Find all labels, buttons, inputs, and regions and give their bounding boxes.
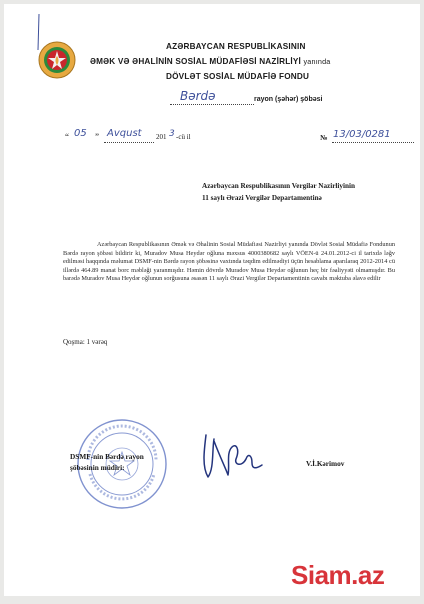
header-ministry: ƏMƏK VƏ ƏHALİNİN SOSİAL MÜDAFİƏSİ NAZİRLİYİ — [90, 57, 302, 66]
attachment-note: Qoşma: 1 vərəq — [63, 338, 108, 346]
office-line — [170, 104, 254, 105]
document-page — [4, 4, 420, 596]
date-year-digit: 3 — [169, 129, 175, 139]
date-close-quote: ” — [95, 132, 99, 142]
date-month-line — [104, 142, 154, 143]
signatory-role-line-2: şöbəsinin müdiri: — [70, 463, 125, 472]
date-day: 05 — [74, 128, 87, 139]
office-suffix: rayon (şəhər) şöbəsi — [254, 96, 323, 103]
date-open-quote: “ — [65, 132, 69, 142]
document-number-line — [332, 142, 414, 143]
header-line-3: DÖVLƏT SOSİAL MÜDAFİƏ FONDU — [166, 72, 310, 81]
handwritten-signature — [196, 429, 266, 485]
header-line-1: AZƏRBAYCAN RESPUBLİKASININ — [166, 42, 306, 51]
signatory-role-line-1: DSMF-nin Bərdə rayon — [70, 452, 144, 461]
office-city-handwritten: Bərdə — [180, 89, 216, 103]
date-year-suffix: -cü il — [176, 133, 191, 141]
header-line-2-suffix: yanında — [303, 57, 331, 66]
document-number-prefix: № — [320, 133, 328, 142]
header-line-2 — [90, 57, 331, 66]
site-watermark: Siam.az — [291, 560, 385, 590]
addressee-line-2: 11 saylı Ərazi Vergilər Departamentinə — [202, 194, 322, 202]
signatory-name: V.İ.Kərimov — [306, 459, 345, 468]
letter-body: Azərbaycan Respublikasının Əmək və Əhalinin Sosial Müdafiəsi Nazirliyi yanında Dövlət Sosial Müdafiə Fondunun Bərdə rayon şöbəsi bildirir ki, Muradov Musa Heydər oğluna məxsus 4000380682 saylı VÖEN-ü 24.01.2012-ci il tarixdə ləğv edilməsi haqqında məlumat DSMF-nin Bərdə rayon şöbəsinə vaxtında təqdim edilmədiyi üçün hesablama aparılaraq 2012-2014 cü illərdə 464.89 manat borc məbləği yaranmışdır. Həmin dövrdə Muradov Musa Heydər oğlunun heç bir fəaliyyəti olmamışdır. Bu barədə Muradov Musa Heydər oğlunun sorğusuna əsasən 11 saylı Ərazi Vergilər Departamentinin cavabı məktuba əlavə edilir — [63, 241, 395, 283]
date-month: Avqust — [107, 128, 142, 139]
state-emblem-icon — [37, 38, 77, 82]
date-year-prefix: 201 — [156, 133, 167, 141]
addressee-line-1: Azərbaycan Respublikasının Vergilər Nazirliyinin — [202, 182, 356, 190]
document-number: 13/03/0281 — [333, 129, 391, 140]
